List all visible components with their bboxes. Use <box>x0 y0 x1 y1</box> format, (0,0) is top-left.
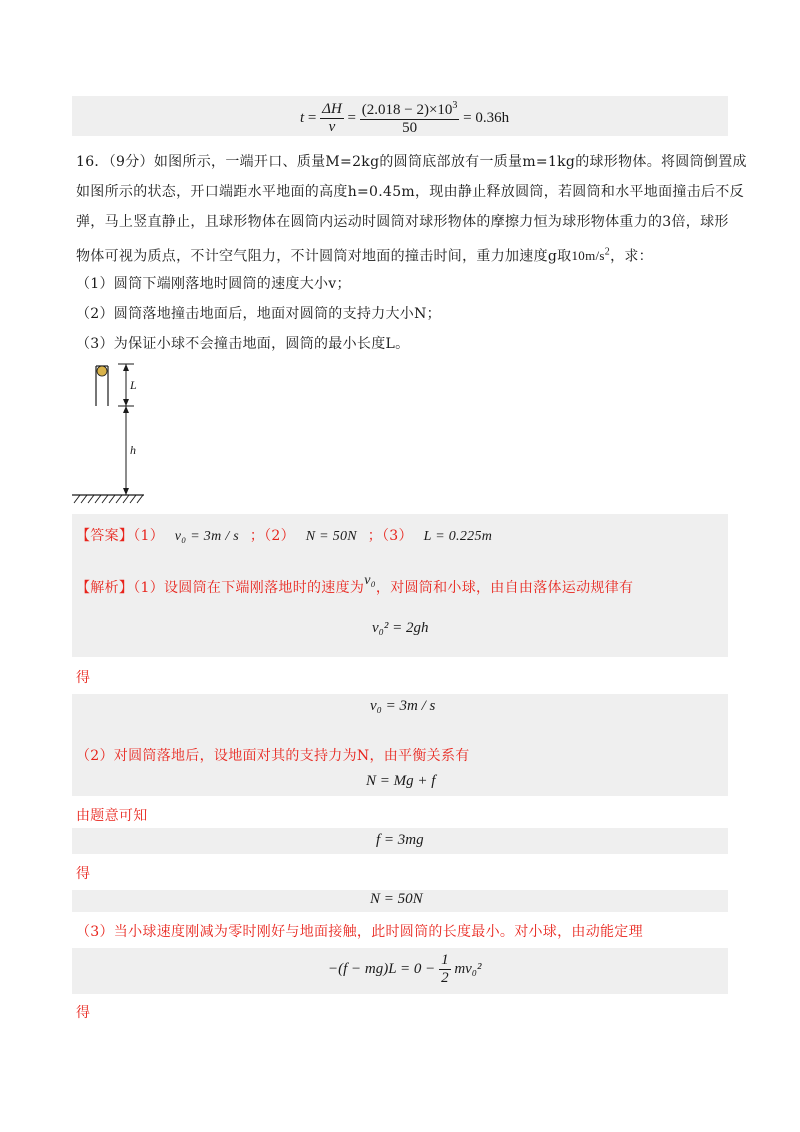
de-2: 得 <box>76 866 91 882</box>
answer-2: N = 50N <box>305 529 357 544</box>
problem-line-3: 弹，马上竖直静止，且球形物体在圆筒内运动时圆筒对球形物体的摩擦力恒为球形物体重力的3倍，球形 <box>76 214 729 230</box>
equation-6: −(f − mg)L = 0 − $\frac{1}{2}$ mv₀² <box>328 952 482 986</box>
answer-line: 【答案】（1） v₀ = 3m / s ；（2） N = 50N ；（3） L = 0.225m <box>76 528 493 544</box>
equation-4: f = 3mg <box>376 832 424 848</box>
question-3: （3）为保证小球不会撞击地面，圆筒的最小长度L。 <box>76 336 410 352</box>
analysis-step-2: （2）对圆筒落地后，设地面对其的支持力为N，由平衡关系有 <box>76 748 470 764</box>
formula-lhs: t <box>300 109 305 126</box>
answer-1: v₀ = 3m / s <box>174 529 240 544</box>
problem-line-2: 如图所示的状态，开口端距水平地面的高度h=0.45m，现由静止释放圆筒，若圆筒和水平地面撞击后不反 <box>76 184 744 200</box>
ball-icon <box>97 366 107 376</box>
fraction-1: $\frac{\Delta H}{v}$ <box>322 101 342 135</box>
cylinder-figure <box>70 360 150 505</box>
analysis-step-1: 【解析】（1）设圆筒在下端刚落地时的速度为v₀，对圆筒和小球，由自由落体运动规律有 <box>76 573 634 596</box>
fraction-2: $\frac{(2.018 - 2)\times 10^3}{50}$ <box>361 100 458 136</box>
de-1: 得 <box>76 670 91 686</box>
problem-line-4: 物体可视为质点，不计空气阻力，不计圆筒对地面的撞击时间，重力加速度g取$10m/s^2$，求： <box>76 247 653 265</box>
analysis-step-2b: 由题意可知 <box>76 808 148 824</box>
g-value: $10m/s^2$ <box>571 247 611 264</box>
question-1: （1）圆筒下端刚落地时圆筒的速度大小v； <box>76 276 351 292</box>
analysis-tag: 【解析】 <box>76 580 134 596</box>
fraction-half: $\frac{1}{2}$ <box>441 952 449 986</box>
de-3: 得 <box>76 1005 91 1021</box>
formula-top: t = $\frac{\Delta H}{v}$ = $\frac{(2.018 - 2)\times 10^3}{50}$ = 0.36h <box>300 100 510 136</box>
figure-label-L: L <box>130 378 137 392</box>
figure-label-h: h <box>130 443 136 457</box>
analysis-step-3: （3）当小球速度刚减为零时刚好与地面接触，此时圆筒的长度最小。对小球，由动能定理 <box>76 924 643 940</box>
equation-3: N = Mg + f <box>366 773 436 789</box>
problem-line-1: 16．（9分）如图所示，一端开口、质量M=2kg的圆筒底部放有一质量m=1kg的球形物体。将圆筒倒置成 <box>76 154 747 170</box>
equation-1: v₀² = 2gh <box>372 620 429 636</box>
answer-3: L = 0.225m <box>423 529 493 544</box>
answer-tag: 【答案】 <box>76 528 134 544</box>
formula-result: = 0.36h <box>463 109 510 126</box>
equation-5: N = 50N <box>370 891 423 907</box>
equation-2: v₀ = 3m / s <box>370 698 436 714</box>
question-2: （2）圆筒落地撞击地面后，地面对圆筒的支持力大小N； <box>76 306 441 322</box>
